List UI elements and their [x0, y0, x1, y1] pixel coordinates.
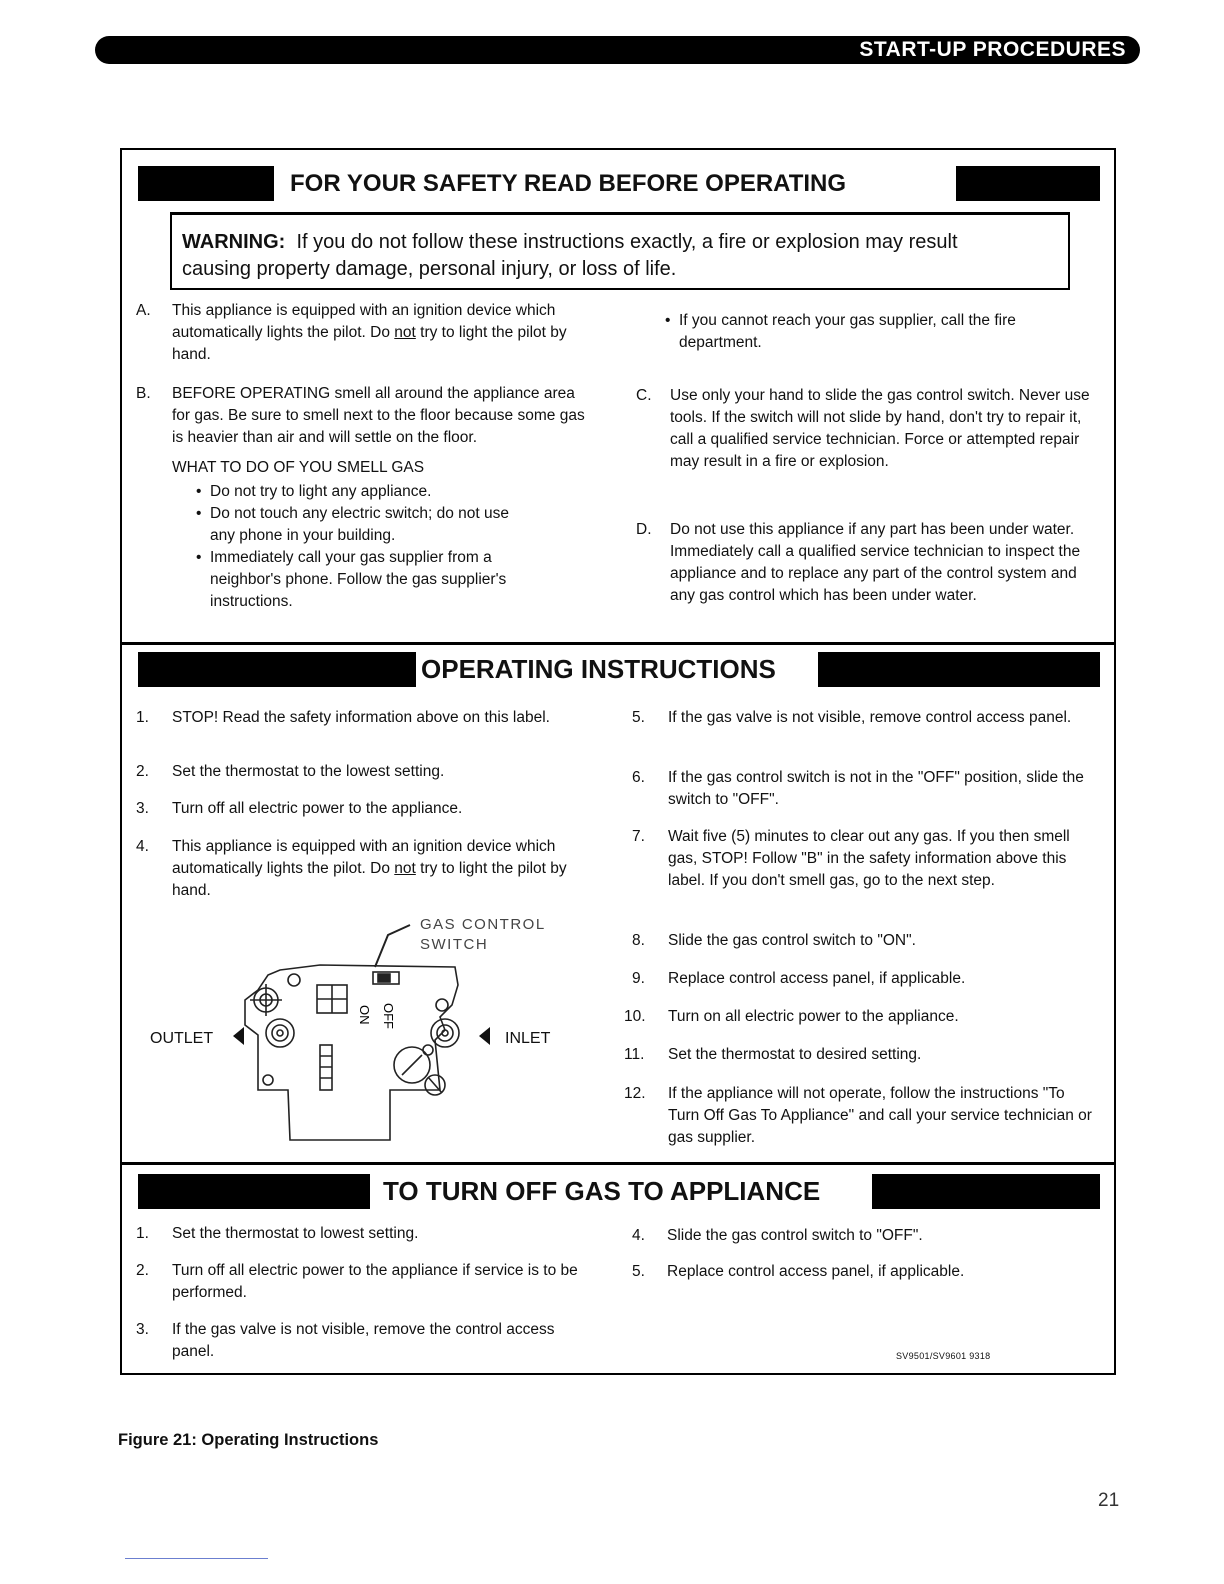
step-number: 6.	[632, 769, 645, 786]
on-label: ON	[357, 1005, 372, 1025]
title-bar-right	[818, 652, 1100, 687]
inlet-port	[431, 1019, 459, 1047]
warning-label: WARNING:	[182, 231, 286, 253]
step-number: 4.	[136, 838, 149, 855]
divider	[122, 642, 1114, 645]
divider	[122, 1162, 1114, 1165]
list-item: • Do not try to light any appliance.	[196, 481, 526, 503]
gas-control-diagram	[140, 905, 570, 1150]
page-number: 21	[1098, 1490, 1120, 1511]
step-number: 3.	[136, 800, 149, 817]
safety-bullet-right: • If you cannot reach your gas supplier, call the fire department.	[665, 310, 1085, 354]
safety-item-c: Use only your hand to slide the gas control switch. Never use tools. If the switch will not slide by hand, don't try to repair it, call a qualified service technician. Force or attempted repair may result in a fire or explosion.	[670, 387, 1090, 470]
title-bar-left	[138, 1174, 370, 1209]
warning-text-line2: causing property damage, personal injury, or loss of life.	[182, 258, 677, 280]
operating-step: Turn off all electric power to the appliance.	[172, 800, 463, 817]
title-bar-right	[872, 1174, 1100, 1209]
item-marker: C.	[636, 387, 652, 404]
footer-rule	[125, 1558, 268, 1559]
title-bar-left	[138, 652, 416, 687]
turn-off-step: Turn off all electric power to the appliance if service is to be performed.	[172, 1262, 578, 1301]
step-number: 3.	[136, 1321, 149, 1338]
turn-off-step: Set the thermostat to lowest setting.	[172, 1225, 419, 1242]
step-number: 11.	[624, 1046, 645, 1063]
turn-off-title: TO TURN OFF GAS TO APPLIANCE	[383, 1176, 821, 1206]
gas-control-label: GAS CONTROL	[420, 916, 546, 933]
step-number: 7.	[632, 828, 645, 845]
off-label: OFF	[381, 1003, 396, 1029]
step-number: 9.	[632, 970, 645, 987]
operating-step: STOP! Read the safety information above on this label.	[172, 709, 550, 726]
turn-off-step: If the gas valve is not visible, remove the control access panel.	[172, 1321, 555, 1360]
operating-step: If the gas control switch is not in the "OFF" position, slide the switch to "OFF".	[668, 769, 1084, 808]
outlet-label: OUTLET	[150, 1030, 214, 1047]
section-header-title: START-UP PROCEDURES	[859, 38, 1126, 61]
figure-caption: Figure 21: Operating Instructions	[118, 1431, 379, 1449]
operating-title: OPERATING INSTRUCTIONS	[421, 654, 776, 684]
switch-label: SWITCH	[420, 936, 489, 953]
warning-box	[170, 212, 1070, 290]
safety-item-d: Do not use this appliance if any part has been under water. Immediately call a qualified service technician to inspect the appliance and to replace any part of the control system and any gas control which has been under water.	[670, 521, 1081, 604]
item-marker: D.	[636, 521, 652, 538]
list-item: • Immediately call your gas supplier from a neighbor's phone. Follow the gas supplier's instructions.	[196, 547, 526, 613]
operating-step-4: This appliance is equipped with an ignition device which automatically lights the pilot. Do not try to light the pilot by hand.	[172, 838, 567, 899]
subhead: WHAT TO DO OF YOU SMELL GAS	[172, 459, 425, 476]
safety-item-b: BEFORE OPERATING smell all around the appliance area for gas. Be sure to smell next to the floor because some gas is heavier than air and will settle on the floor. WHAT TO DO OF YOU SMELL GAS • Do not try to light any appliance. • Do not touch any electric switch; do not use any phone in your building. • Immediately call your gas supplier from a neighbor's phone. Follow the gas supplier's instructions.	[172, 383, 597, 613]
operating-step: Wait five (5) minutes to clear out any gas. If you then smell gas, STOP! Follow "B" in the safety information above this label. If you don't smell gas, go to the next step.	[668, 828, 1070, 889]
step-number: 4.	[632, 1227, 645, 1244]
title-bar-right	[956, 166, 1100, 201]
step-number: 12.	[624, 1085, 646, 1102]
step-number: 5.	[632, 1263, 645, 1280]
safety-item-a: This appliance is equipped with an ignition device which automatically lights the pilot. Do not try to light the pilot by hand.	[172, 302, 567, 363]
inlet-label: INLET	[505, 1030, 551, 1047]
operating-step: Set the thermostat to desired setting.	[668, 1046, 922, 1063]
operating-step: Set the thermostat to the lowest setting.	[172, 763, 445, 780]
warning-text-line1: If you do not follow these instructions exactly, a fire or explosion may result	[296, 231, 958, 253]
turn-off-step: Replace control access panel, if applicable.	[667, 1263, 965, 1280]
operating-step: If the gas valve is not visible, remove control access panel.	[668, 709, 1072, 726]
step-number: 10.	[624, 1008, 646, 1025]
step-number: 2.	[136, 763, 149, 780]
item-marker: B.	[136, 385, 151, 402]
operating-step: Slide the gas control switch to "ON".	[668, 932, 916, 949]
step-number: 8.	[632, 932, 645, 949]
step-number: 5.	[632, 709, 645, 726]
turn-off-step: Slide the gas control switch to "OFF".	[667, 1227, 923, 1244]
outlet-port	[266, 1019, 294, 1047]
operating-step: Turn on all electric power to the appliance.	[668, 1008, 959, 1025]
title-bar-left	[138, 166, 274, 201]
valve-body	[245, 965, 458, 1140]
step-number: 1.	[136, 709, 149, 726]
label-code: SV9501/SV9601 9318	[896, 1351, 991, 1361]
operating-step: If the appliance will not operate, follow the instructions "To Turn Off Gas To Appliance" and call your service technician or gas supplier.	[668, 1085, 1092, 1146]
safety-title: FOR YOUR SAFETY READ BEFORE OPERATING	[290, 170, 847, 197]
operating-step: Replace control access panel, if applicable.	[668, 970, 966, 987]
step-number: 1.	[136, 1225, 149, 1242]
item-marker: A.	[136, 302, 151, 319]
inlet-arrow-icon	[479, 1027, 490, 1045]
outlet-arrow-icon	[233, 1027, 244, 1045]
list-item: • Do not touch any electric switch; do not use any phone in your building.	[196, 503, 526, 547]
step-number: 2.	[136, 1262, 149, 1279]
